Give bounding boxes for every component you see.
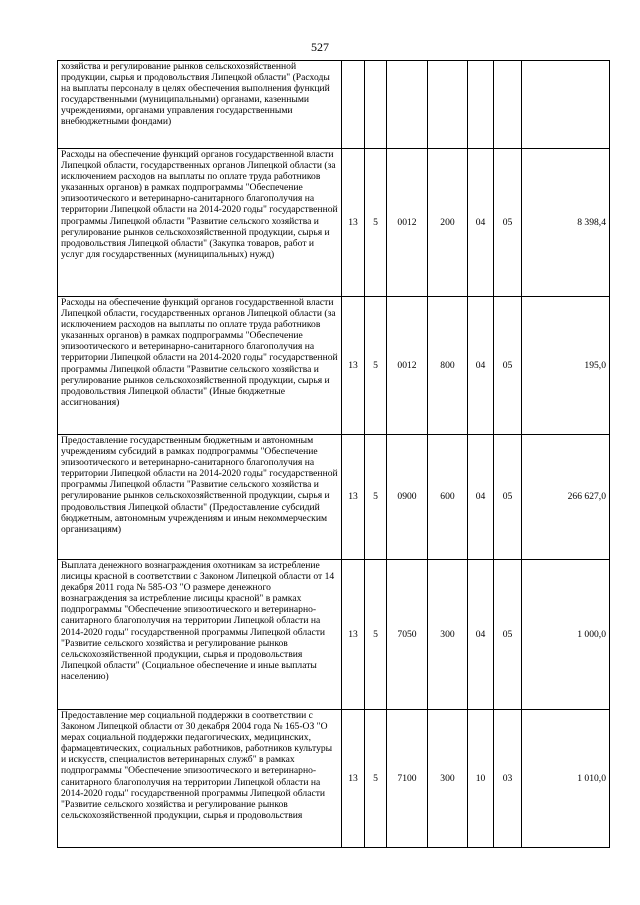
row-expense-type-code [428, 61, 468, 149]
row-subsection-code [494, 61, 522, 149]
row-section-code: 5 [365, 710, 387, 848]
row-amount: 195,0 [522, 297, 610, 435]
row-program-code: 0012 [387, 149, 428, 297]
row-expense-type-code: 300 [428, 560, 468, 710]
row-ministry-code: 13 [342, 297, 365, 435]
row-program-code [387, 61, 428, 149]
row-section-code: 5 [365, 149, 387, 297]
row-ministry-code: 13 [342, 149, 365, 297]
table-row [58, 435, 610, 560]
table-row [58, 710, 610, 848]
row-chapter-code: 10 [468, 710, 494, 848]
row-amount: 1 010,0 [522, 710, 610, 848]
row-amount [522, 61, 610, 149]
row-subsection-code: 05 [494, 560, 522, 710]
page-number: 527 [311, 40, 329, 54]
row-expense-type-code: 600 [428, 435, 468, 560]
row-description: Предоставление государственным бюджетным и автономным учреждениям субсидий в рамках подпрограммы "Обеспечение эпизоотического и ветеринарно-санитарного благополучия на территории Липецкой области на 2014-2020 годы" государственной программы Липецкой области "Развитие сельского хозяйства и регулирование рынков сельскохозяйственной продукции, сырья и продовольствия Липецкой области" (Предоставление субсидий бюджетным, автономным учреждениям и иным некоммерческим организациям) [58, 435, 342, 560]
row-chapter-code: 04 [468, 435, 494, 560]
row-chapter-code [468, 61, 494, 149]
row-section-code: 5 [365, 435, 387, 560]
row-section-code [365, 61, 387, 149]
row-amount: 1 000,0 [522, 560, 610, 710]
row-chapter-code: 04 [468, 560, 494, 710]
row-section-code: 5 [365, 297, 387, 435]
row-subsection-code: 05 [494, 435, 522, 560]
row-section-code: 5 [365, 560, 387, 710]
row-amount: 8 398,4 [522, 149, 610, 297]
row-ministry-code: 13 [342, 710, 365, 848]
row-program-code: 0900 [387, 435, 428, 560]
row-subsection-code: 05 [494, 297, 522, 435]
row-chapter-code: 04 [468, 149, 494, 297]
table-row [58, 149, 610, 297]
row-expense-type-code: 300 [428, 710, 468, 848]
row-subsection-code: 03 [494, 710, 522, 848]
row-description: Выплата денежного вознаграждения охотникам за истребление лисицы красной в соответствии с Законом Липецкой области от 14 декабря 2011 года № 585-ОЗ "О размере денежного вознаграждения за истребление лисицы красной" в рамках подпрограммы "Обеспечение эпизоотического и ветеринарно-санитарного благополучия на территории Липецкой области на 2014-2020 годы" государственной программы Липецкой области "Развитие сельского хозяйства и регулирование рынков сельскохозяйственной продукции, сырья и продовольствия Липецкой области" (Социальное обеспечение и иные выплаты населению) [58, 560, 342, 710]
row-program-code: 7100 [387, 710, 428, 848]
row-description: хозяйства и регулирование рынков сельскохозяйственной продукции, сырья и продовольствия Липецкой области" (Расходы на выплаты персоналу в целях обеспечения выполнения функций государственными (муниципальными) органами, казенными учреждениями, органами управления государственными внебюджетными фондами) [58, 61, 342, 149]
budget-table [57, 60, 610, 848]
row-program-code: 0012 [387, 297, 428, 435]
row-expense-type-code: 800 [428, 297, 468, 435]
table-row [58, 297, 610, 435]
row-ministry-code: 13 [342, 560, 365, 710]
row-expense-type-code: 200 [428, 149, 468, 297]
row-ministry-code: 13 [342, 435, 365, 560]
row-ministry-code [342, 61, 365, 149]
table-row [58, 61, 610, 149]
row-subsection-code: 05 [494, 149, 522, 297]
table-row [58, 560, 610, 710]
row-amount: 266 627,0 [522, 435, 610, 560]
row-description: Предоставление мер социальной поддержки в соответствии с Законом Липецкой области от 30 декабря 2004 года № 165-ОЗ "О мерах социальной поддержки педагогических, медицинских, фармацевтических, социальных работников, работников культуры и искусств, специалистов ветеринарных служб" в рамках подпрограммы "Обеспечение эпизоотического и ветеринарно-санитарного благополучия на территории Липецкой области на 2014-2020 годы" государственной программы Липецкой области "Развитие сельского хозяйства и регулирование рынков сельскохозяйственной продукции, сырья и продовольствия [58, 710, 342, 848]
row-description: Расходы на обеспечение функций органов государственной власти Липецкой области, государственных органов Липецкой области (за исключением расходов на выплаты по оплате труда работников указанных органов) в рамках подпрограммы "Обеспечение эпизоотического и ветеринарно-санитарного благополучия на территории Липецкой области на 2014-2020 годы" государственной программы Липецкой области "Развитие сельского хозяйства и регулирование рынков сельскохозяйственной продукции, сырья и продовольствия Липецкой области" (Закупка товаров, работ и услуг для государственных (муниципальных) нужд) [58, 149, 342, 297]
row-chapter-code: 04 [468, 297, 494, 435]
row-description: Расходы на обеспечение функций органов государственной власти Липецкой области, государственных органов Липецкой области (за исключением расходов на выплаты по оплате труда работников указанных органов) в рамках подпрограммы "Обеспечение эпизоотического и ветеринарно-санитарного благополучия на территории Липецкой области на 2014-2020 годы" государственной программы Липецкой области "Развитие сельского хозяйства и регулирование рынков сельскохозяйственной продукции, сырья и продовольствия Липецкой области" (Иные бюджетные ассигнования) [58, 297, 342, 435]
row-program-code: 7050 [387, 560, 428, 710]
